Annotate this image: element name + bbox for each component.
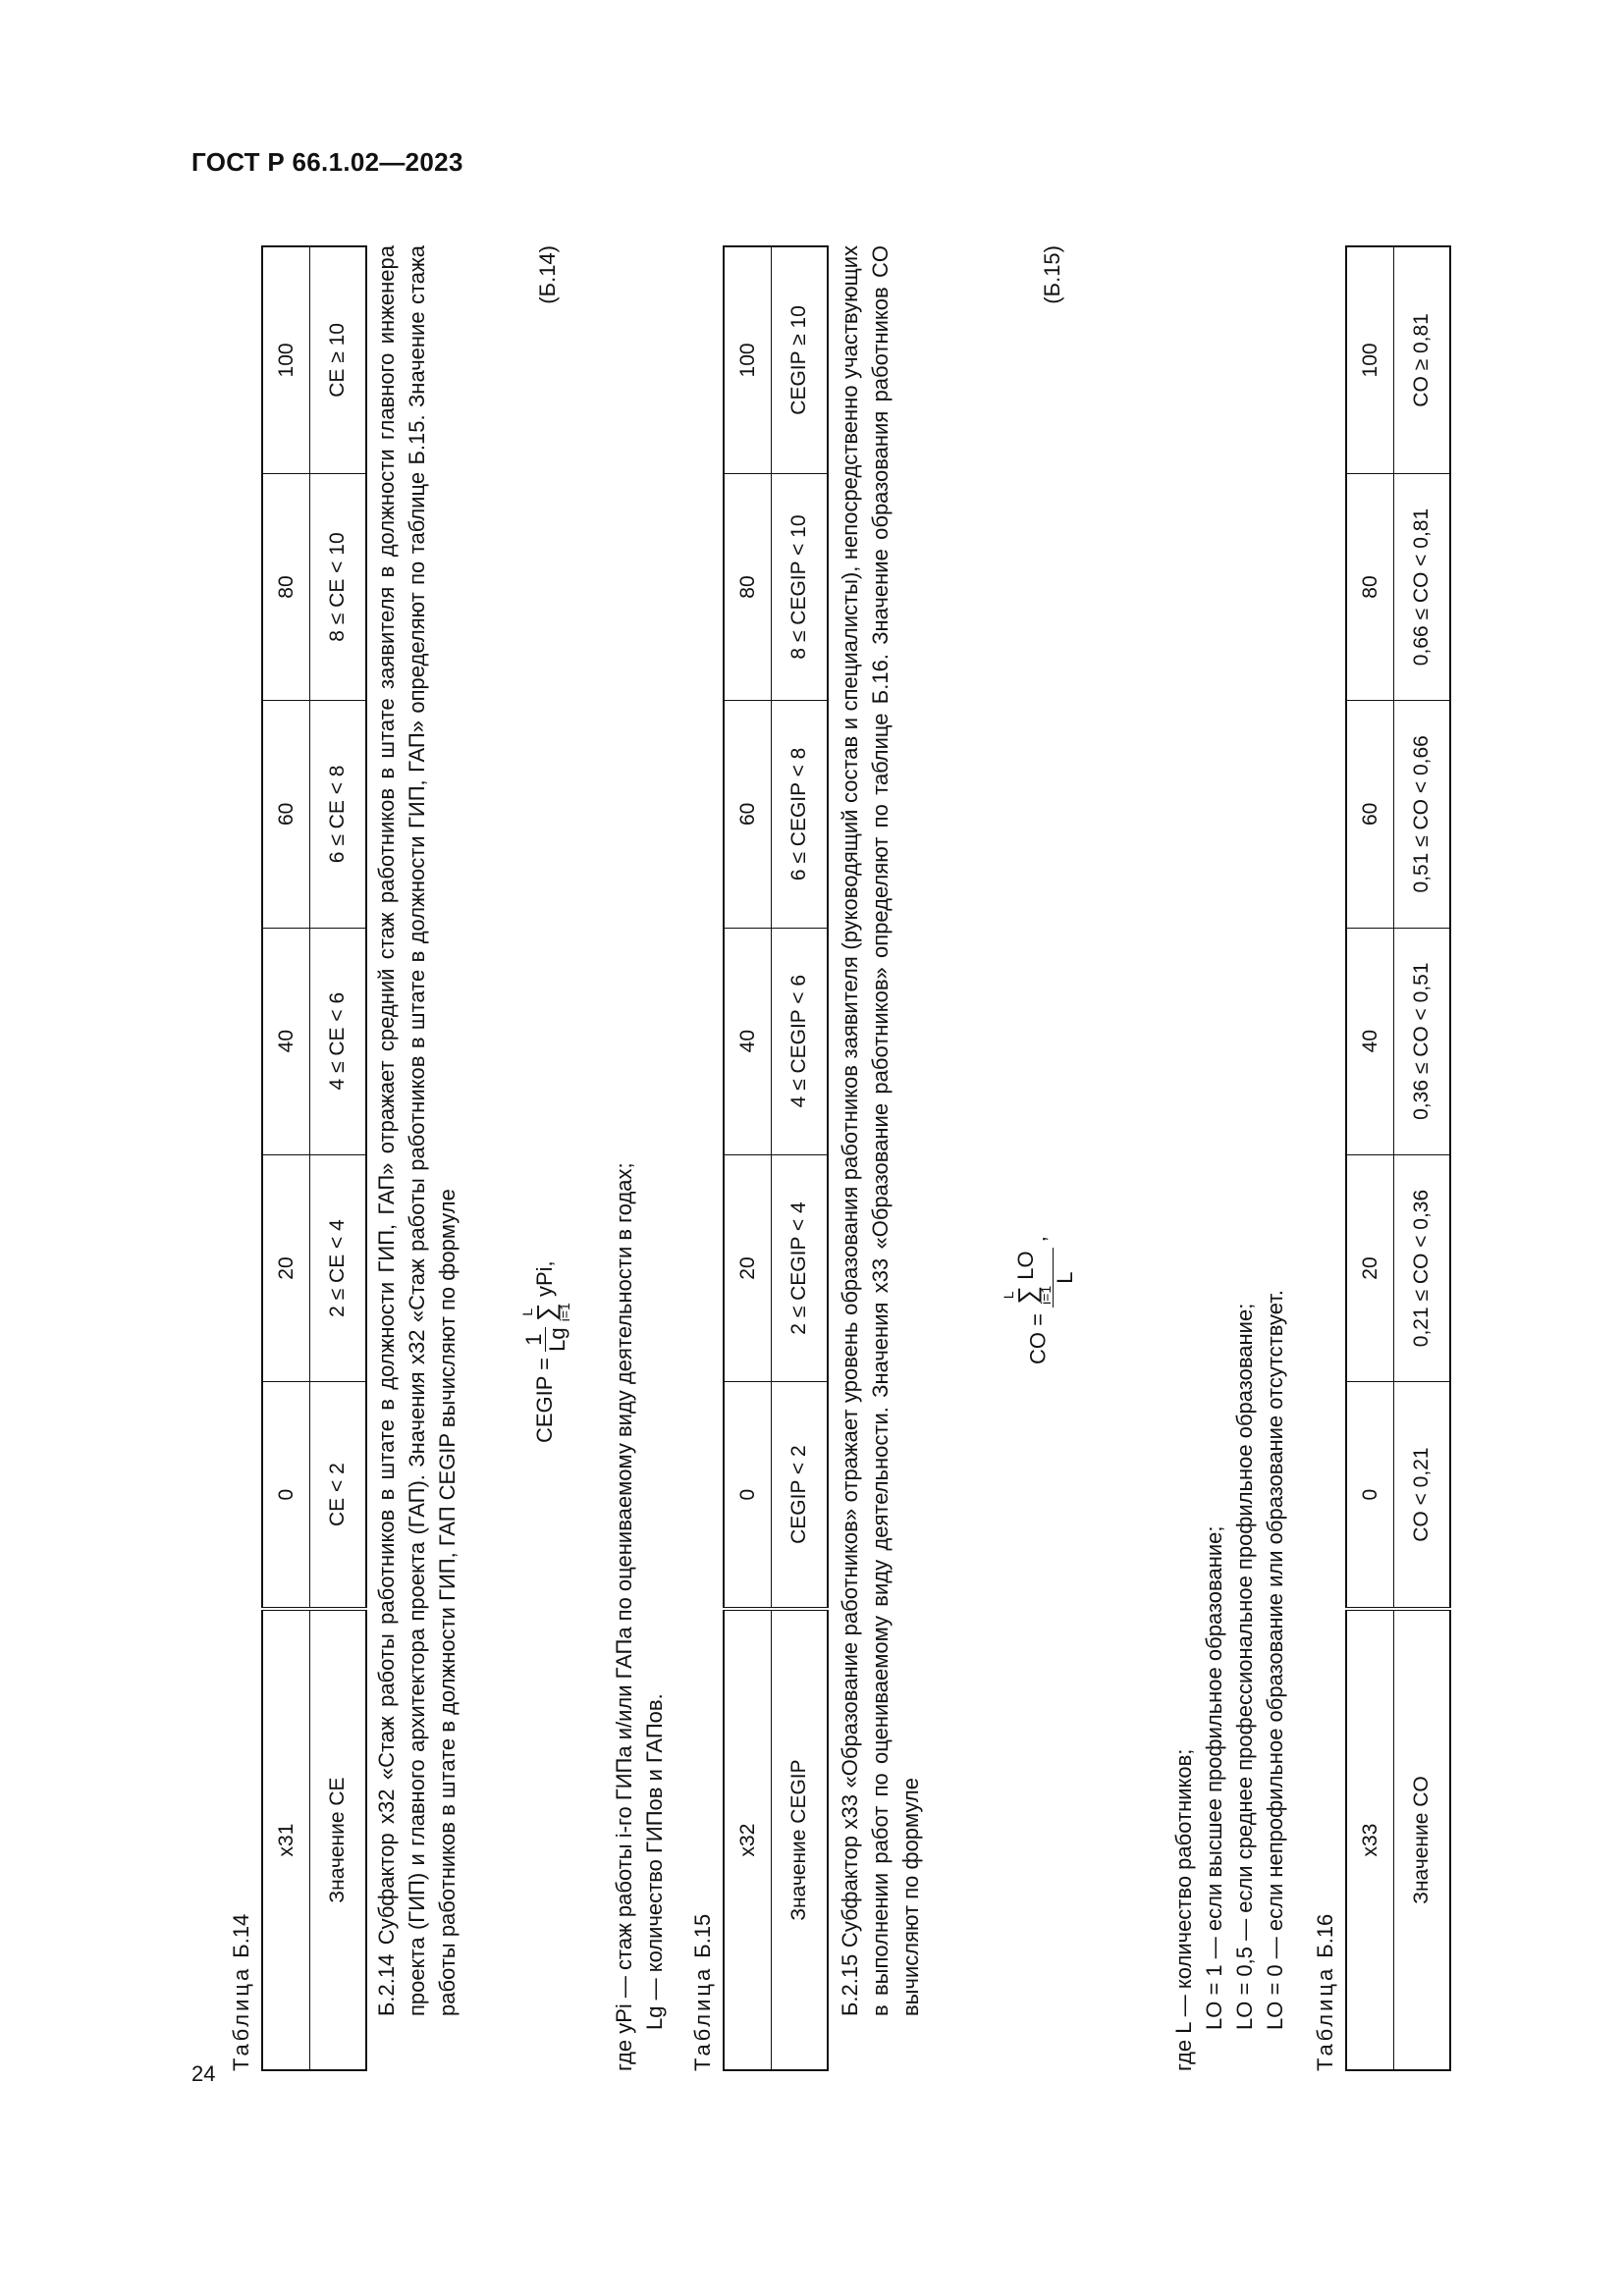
- formula14-term: yPi,: [531, 1260, 557, 1298]
- paragraph-b-2-15-text: Б.2.15 Субфактор x33 «Образование работников» отражает уровень образования работников заявителя (руководящий состав и специалисты), непосредственно участвующих в выполнении работ по оцениваемому виду деятельности. Значения x33 «Образование работников» определяют по таблице Б.16. Значение образования работников CO вычисляют по формуле: [838, 245, 923, 2016]
- table14-cell: 4 ≤ CE < 6: [309, 928, 366, 1154]
- table-b14: [261, 245, 367, 2071]
- table15-cell: 60: [724, 701, 771, 928]
- table16-cell: 0,21 ≤ CO < 0,36: [1393, 1154, 1450, 1381]
- formula15-num-term: LO: [1012, 1251, 1038, 1280]
- table15-cell: 20: [724, 1154, 771, 1381]
- document-header: ГОСТ Р 66.1.02—2023: [191, 147, 463, 177]
- table15-cell: 40: [724, 928, 771, 1154]
- where15-list: [1168, 1290, 1290, 2071]
- table15-cell: 0: [724, 1382, 771, 1609]
- table16-cell: 0: [1346, 1382, 1393, 1609]
- where14-line1: где yPi — стаж работы i-го ГИПа и/или ГАПа по оцениваемому виду деятельности в годах;: [612, 1162, 636, 2071]
- formula15-lhs: CO =: [1025, 1313, 1051, 1364]
- table16-cell: 0,51 ≤ CO < 0,66: [1393, 701, 1450, 928]
- table15-row-x: [724, 246, 771, 2070]
- rotated-content: [226, 245, 1463, 2071]
- table15-cell: CEGIP ≥ 10: [771, 246, 828, 473]
- formula15-sum-bottom: i=1: [1038, 1285, 1054, 1305]
- formula15-fraction: [1001, 1248, 1077, 1308]
- table15-cell: 2 ≤ CEGIP < 4: [771, 1154, 828, 1381]
- table14-cell: 8 ≤ CE < 10: [309, 473, 366, 700]
- formula15-number: (Б.15): [1040, 245, 1064, 304]
- table16-caption-word: Таблица: [1313, 1965, 1337, 2071]
- table16-cell: CO < 0,21: [1393, 1382, 1450, 1609]
- formula-b14: [520, 1260, 571, 1443]
- table16-caption-number: Б.16: [1313, 1913, 1337, 1958]
- formula15-sum-top: L: [1001, 1291, 1016, 1300]
- table15-row2-head: Значение CEGIP: [771, 1609, 828, 2070]
- formula14-denominator: Lg: [544, 1327, 569, 1352]
- table14-cell: 2 ≤ CE < 4: [309, 1154, 366, 1381]
- table16-cell: 0,66 ≤ CO < 0,81: [1393, 473, 1450, 700]
- sigma-icon: ∑: [1012, 1286, 1042, 1305]
- formula14-sum: [520, 1303, 571, 1321]
- paragraph-b-2-14-text: Б.2.14 Субфактор x32 «Стаж работы работников в штате в должности ГИП, ГАП» отражает средний стаж работников в штате заявителя в должности главного инженера проекта (ГИП) и главного архитектора проекта (ГАП). Значения x32 «Стаж работы работников в штате в должности ГИП, ГАП» определяют по таблице Б.15. Значение стажа работы работников в штате в должности ГИП, ГАП CEGIP вычисляют по формуле: [374, 245, 460, 2016]
- table-b15: [723, 245, 829, 2071]
- table15-cell: 80: [724, 473, 771, 700]
- sigma-icon: ∑: [531, 1303, 561, 1321]
- table14-cell: 60: [262, 701, 309, 928]
- table16-cell: 60: [1346, 701, 1393, 928]
- formula14-lhs: CEGIP =: [531, 1357, 557, 1443]
- table15-cell: CEGIP < 2: [771, 1382, 828, 1609]
- table14-row-value: [309, 246, 366, 2070]
- page-number: 24: [191, 2061, 216, 2086]
- table16-row1-head: x33: [1346, 1609, 1393, 2070]
- table16-cell: 20: [1346, 1154, 1393, 1381]
- table14-cell: CE < 2: [309, 1382, 366, 1609]
- formula14-sum-top: L: [519, 1308, 535, 1316]
- table14-row-x: [262, 246, 309, 2070]
- table14-cell: 0: [262, 1382, 309, 1609]
- table16-row-x: [1346, 246, 1393, 2070]
- table15-cell: 100: [724, 246, 771, 473]
- table16-row-value: [1393, 246, 1450, 2070]
- where15-line4: LO = 0 — если непрофильное образование или образование отсутствует.: [1263, 1290, 1287, 2030]
- table14-cell: CE ≥ 10: [309, 246, 366, 473]
- formula14-fraction: [520, 1327, 569, 1352]
- table-b16: [1345, 245, 1451, 2071]
- table14-cell: 100: [262, 246, 309, 473]
- table15-cell: 6 ≤ CEGIP < 8: [771, 701, 828, 928]
- formula14-sum-bottom: i=1: [557, 1303, 572, 1322]
- table15-row1-head: x32: [724, 1609, 771, 2070]
- paragraph-b-2-15: [835, 245, 926, 2071]
- table16-caption: [1310, 1914, 1340, 2071]
- table15-caption-number: Б.15: [690, 1913, 715, 1958]
- table14-caption-word: Таблица: [229, 1965, 253, 2071]
- table15-caption: [687, 1914, 718, 2071]
- table15-caption-word: Таблица: [690, 1965, 715, 2071]
- table14-caption: [226, 1914, 256, 2071]
- formula14-number: (Б.14): [535, 245, 560, 304]
- table15-row-value: [771, 246, 828, 2070]
- table16-cell: CO ≥ 0,81: [1393, 246, 1450, 473]
- table14-caption-number: Б.14: [229, 1913, 253, 1958]
- table14-cell: 80: [262, 473, 309, 700]
- table14-cell: 20: [262, 1154, 309, 1381]
- where14-list: [609, 1162, 670, 2071]
- table16-cell: 80: [1346, 473, 1393, 700]
- table14-cell: 40: [262, 928, 309, 1154]
- table15-cell: 4 ≤ CEGIP < 6: [771, 928, 828, 1154]
- where15-line2: LO = 1 — если высшее профильное образование;: [1202, 1525, 1226, 2030]
- formula14-numerator: 1: [523, 1327, 546, 1351]
- table16-cell: 0,36 ≤ CO < 0,51: [1393, 928, 1450, 1154]
- table14-cell: 6 ≤ CE < 8: [309, 701, 366, 928]
- table16-cell: 40: [1346, 928, 1393, 1154]
- formula-b15: [1001, 1236, 1077, 1364]
- formula15-numerator: [1001, 1248, 1054, 1308]
- table15-cell: 8 ≤ CEGIP < 10: [771, 473, 828, 700]
- table14-row2-head: Значение CE: [309, 1609, 366, 2070]
- formula15-denominator: L: [1053, 1271, 1077, 1284]
- paragraph-b-2-14: [371, 245, 462, 2071]
- table14-row1-head: x31: [262, 1609, 309, 2070]
- where15-line3: LO = 0,5 — если среднее профессиональное профильное образование;: [1232, 1303, 1257, 2030]
- table16-cell: 100: [1346, 246, 1393, 473]
- where14-line2: Lg — количество ГИПов и ГАПов.: [642, 1693, 667, 2030]
- formula15-tail: ,: [1025, 1236, 1051, 1243]
- table16-row2-head: Значение CO: [1393, 1609, 1450, 2070]
- where15-line1: где L — количество работников;: [1171, 1748, 1196, 2071]
- formula15-sum: [1001, 1286, 1053, 1305]
